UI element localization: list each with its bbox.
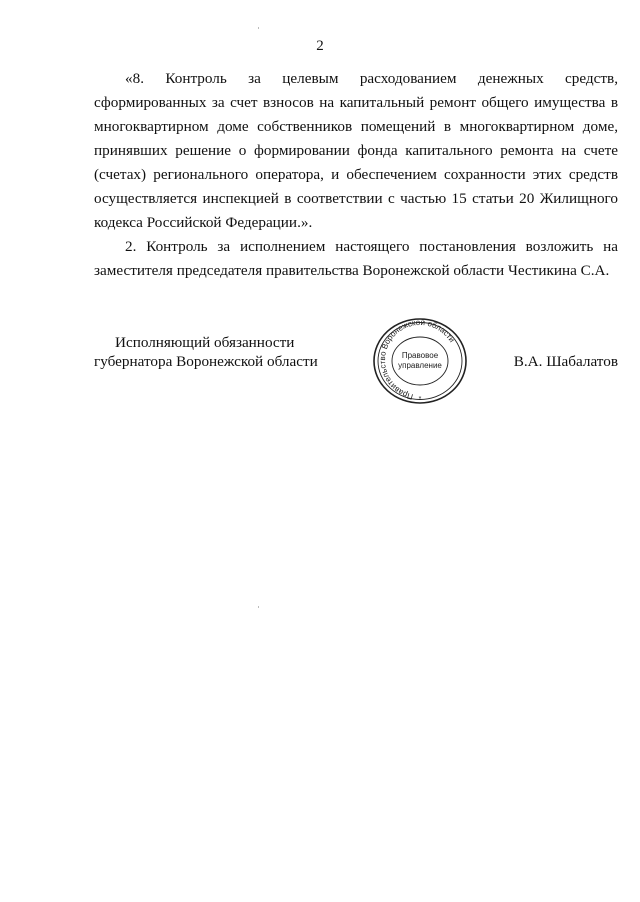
signatory-name: В.А. Шабалатов: [513, 353, 618, 370]
seal-inner-line-1: Правовое: [401, 351, 439, 360]
paragraph-clause-8: «8. Контроль за целевым расходованием денежных средств, сформированных за счет взносов на капитальный ремонт общего имущества в многоквартирном доме собственников помещений в многоквартирном доме, принявших решение о формировании фонда капитального ремонта на счете (счетах) регионального оператора, и обеспечением сохранности этих средств осуществляется инспекцией в соответствии с частью 15 статьи 20 Жилищного кодекса Российской Федерации.».: [94, 70, 618, 231]
paragraph-clause-2: 2. Контроль за исполнением настоящего постановления возложить на заместителя председателя правительства Воронежской области Честикина С.А.: [94, 238, 618, 279]
signatory-position-line-2: губернатора Воронежской области: [94, 353, 318, 370]
seal-star-icon: *: [418, 396, 422, 403]
scan-speck: [258, 27, 259, 29]
seal-inner-line-2: управление: [398, 361, 442, 370]
official-seal-stamp: [370, 318, 470, 408]
signatory-position-line-1: Исполняющий обязанности: [115, 334, 295, 351]
seal-outer-text: Правительство Воронежской области: [377, 318, 457, 402]
scan-speck: [258, 606, 259, 608]
document-body: [94, 67, 618, 283]
signatory-position: [94, 333, 318, 371]
page-number: 2: [316, 38, 324, 54]
